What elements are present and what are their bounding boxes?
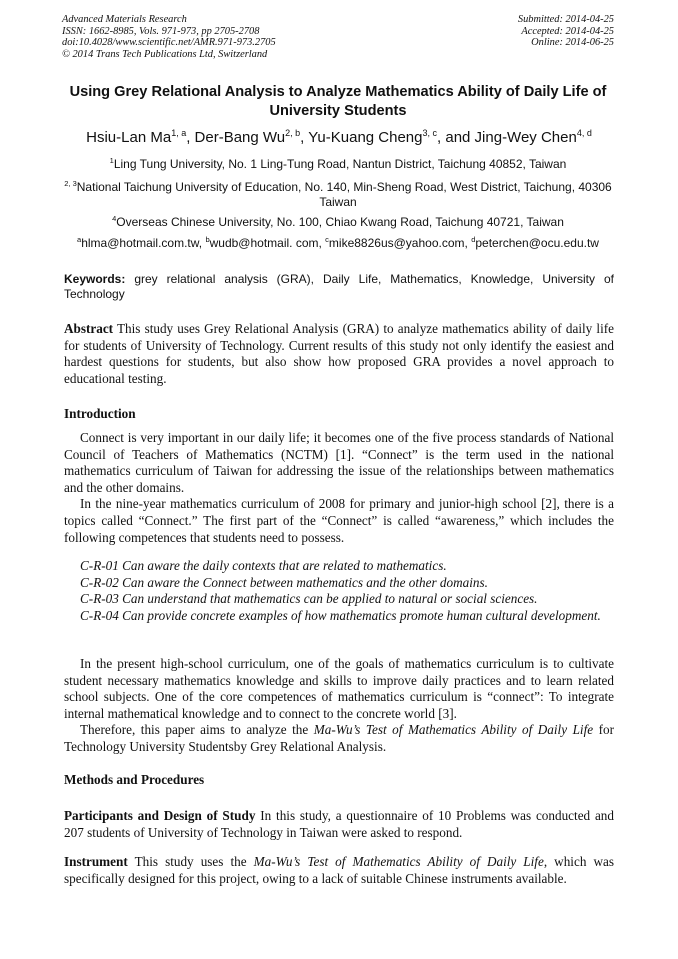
instrument-text: This study uses the	[127, 854, 254, 869]
email-address[interactable]: peterchen@ocu.edu.tw	[475, 236, 599, 250]
introduction-body-continued	[64, 656, 614, 756]
affiliation-text: Ling Tung University, No. 1 Ling-Tung Road, Nantun District, Taichung 40852, Taiwan	[113, 157, 567, 171]
submission-dates	[518, 14, 614, 49]
competence-item: C-R-04 Can provide concrete examples of how mathematics promote human cultural development.	[80, 607, 601, 623]
abstract-text: This study uses Grey Relational Analysis (GRA) to analyze mathematics ability of daily life for students of University of Technology. Current results of this study not only identify the easiest and hardest questions for students, but also show how proposed GRA provides a novel approach to educational testing.	[64, 321, 614, 386]
participants-label: Participants and Design of Study	[64, 808, 256, 823]
email-list	[62, 236, 614, 251]
instrument-text: , which was specifically designed for this project, owing to a lack of suitable Chinese instruments available.	[64, 854, 614, 886]
methods-heading: Methods and Procedures	[64, 772, 205, 787]
abstract-label: Abstract	[64, 321, 114, 336]
participants-text: In this study, a questionnaire of 10 Problems was conducted and 207 students of University of Technology in Taiwan were asked to respond.	[64, 808, 614, 840]
paragraph: In the nine-year mathematics curriculum of 2008 for primary and junior-high school [2], there is a topics called “Connect.” The first part of the “Connect” is called “awareness,” which includes the following competences that students need to possess.	[64, 496, 614, 545]
paragraph	[64, 722, 614, 755]
paragraph-text: Therefore, this paper aims to analyze the	[80, 722, 314, 738]
paragraph: Connect is very important in our daily life; it becomes one of the five process standards of National Council of Teachers of Mathematics (NCTM) [1]. “Connect” is the term used in the national mathematics curriculum of Taiwan for addressing the issue of the relationships between mathematics and the other domains.	[64, 430, 614, 495]
email-address[interactable]: mike8826us@yahoo.com,	[328, 236, 472, 250]
affiliation	[62, 215, 614, 230]
introduction-body	[64, 430, 614, 546]
abstract	[64, 321, 614, 387]
affiliation-text: National Taichung University of Education, No. 140, Min-Sheng Road, West District, Taichung, 40306 Taiwan	[76, 180, 612, 209]
test-title: Ma-Wu’s Test of Mathematics Ability of Daily Life	[253, 854, 544, 869]
author-superscript: 1, a	[171, 128, 187, 138]
journal-copyright: © 2014 Trans Tech Publications Ltd, Switzerland	[62, 48, 268, 60]
affiliation	[62, 157, 614, 172]
affiliation-superscript: 1	[109, 156, 114, 165]
author-separator: ,	[186, 129, 195, 146]
instrument-label: Instrument	[64, 854, 128, 869]
affiliation-superscript: 4	[112, 214, 117, 223]
test-title: Ma-Wu’s Test of Mathematics Ability of Daily Life	[313, 722, 594, 738]
introduction-heading: Introduction	[64, 406, 136, 421]
author-separator: , and	[437, 129, 475, 146]
keywords-text: grey relational analysis (GRA), Daily Life, Mathematics, Knowledge, University of Technology	[64, 272, 614, 301]
competence-item: C-R-02 Can aware the Connect between mathematics and the other domains.	[80, 574, 488, 590]
paragraph: In the present high-school curriculum, one of the goals of mathematics curriculum is to cultivate student necessary mathematics knowledge and skills to improve daily practices and to learn related school subjects. One of the core competences of mathematics curriculum is “connect”: To integrate internal mathematical knowledge and to connect to the concrete world [3].	[64, 656, 614, 721]
author-separator: ,	[300, 129, 309, 146]
author-name: Der-Bang Wu	[194, 129, 286, 146]
email-address[interactable]: wudb@hotmail. com,	[209, 236, 326, 250]
author-superscript: 4, d	[576, 128, 592, 138]
email-superscript: b	[205, 235, 210, 244]
paragraph-text: for Technology University Studentsby Grey Relational Analysis.	[64, 722, 614, 754]
author-superscript: 2, b	[285, 128, 301, 138]
author-name: Jing-Wey Chen	[474, 129, 577, 146]
journal-info	[62, 14, 276, 60]
online-date: Online: 2014-06-25	[531, 37, 614, 49]
competence-item: C-R-03 Can understand that mathematics can be applied to natural or social sciences.	[80, 591, 538, 607]
paper-title: Using Grey Relational Analysis to Analyze Mathematics Ability of Daily Life of University Students	[69, 84, 607, 119]
journal-doi[interactable]: doi:10.4028/www.scientific.net/AMR.971-973.2705	[62, 37, 276, 49]
author-name: Yu-Kuang Cheng	[308, 129, 423, 146]
competence-list	[64, 558, 614, 624]
journal-name: Advanced Materials Research	[62, 14, 187, 25]
email-address[interactable]: hlma@hotmail.com.tw,	[81, 236, 206, 250]
email-superscript: a	[77, 235, 82, 244]
affiliation-superscript: 2, 3	[64, 179, 77, 188]
author-superscript: 3, c	[422, 128, 438, 138]
affiliation	[62, 180, 614, 210]
author-name: Hsiu-Lan Ma	[86, 129, 172, 146]
email-superscript: c	[325, 235, 329, 244]
participants-paragraph	[64, 808, 614, 841]
keywords	[64, 272, 614, 302]
submitted-date: Submitted: 2014-04-25	[517, 14, 614, 25]
author-list	[40, 128, 638, 148]
instrument-paragraph	[64, 854, 614, 887]
email-superscript: d	[471, 235, 476, 244]
keywords-label: Keywords:	[64, 272, 126, 286]
competence-item: C-R-01 Can aware the daily contexts that are related to mathematics.	[80, 558, 447, 573]
affiliation-text: Overseas Chinese University, No. 100, Chiao Kwang Road, Taichung 40721, Taiwan	[116, 215, 564, 229]
accepted-date: Accepted: 2014-04-25	[521, 25, 614, 37]
journal-issn: ISSN: 1662-8985, Vols. 971-973, pp 2705-2708	[62, 25, 260, 37]
